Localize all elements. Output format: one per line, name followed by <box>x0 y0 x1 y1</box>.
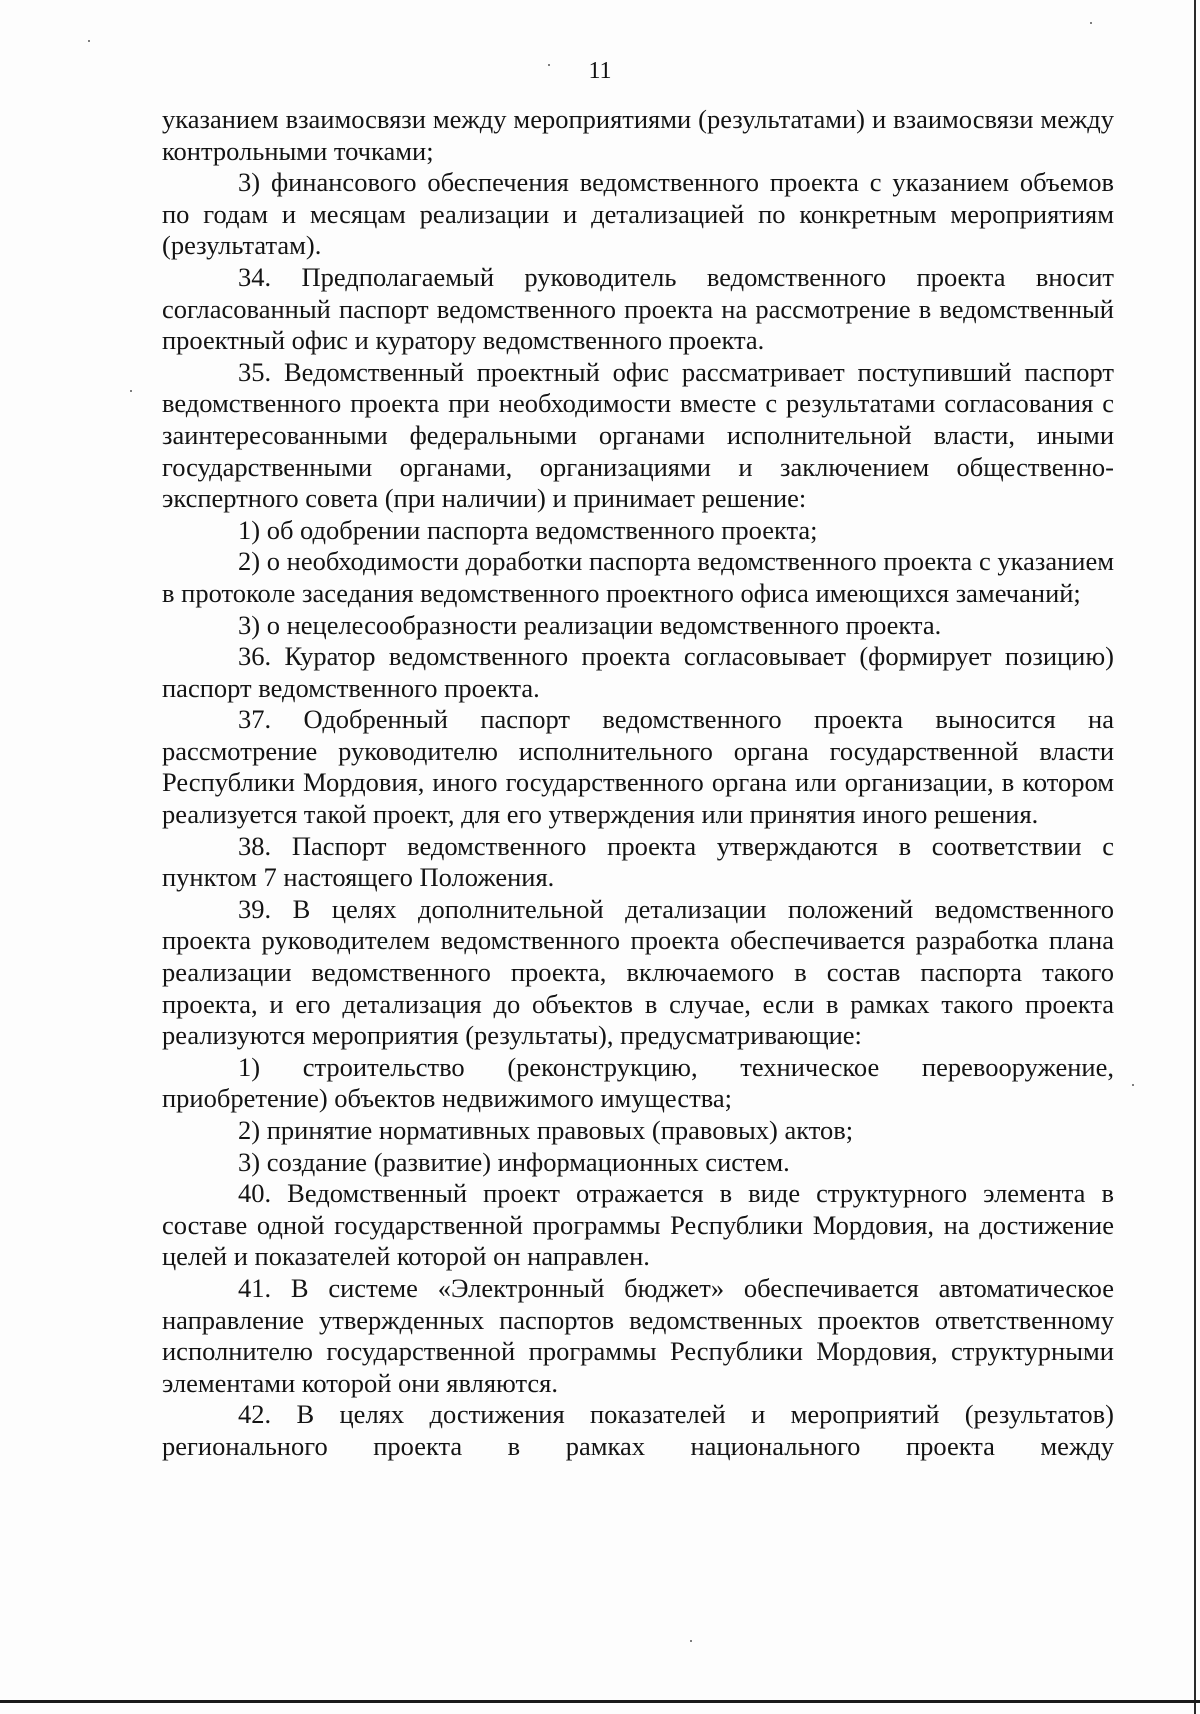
scan-speck <box>548 64 550 66</box>
list-item: 2) принятие нормативных правовых (правовых) актов; <box>238 1115 854 1145</box>
paragraph: 42. В целях достижения показателей и мероприятий (результатов) регионального проекта в рамках национального проекта между <box>162 1399 1114 1461</box>
list-item: 3) о нецелесообразности реализации ведомственного проекта. <box>238 609 942 640</box>
document-body <box>162 104 1114 1463</box>
paragraph: 3) финансового обеспечения ведомственного проекта с указанием объемов по годам и месяцам реализации и детализацией по конкретным мероприятиям (результатам). <box>162 167 1114 261</box>
paragraph: 34. Предполагаемый руководитель ведомственного проекта вносит согласованный паспорт ведомственного проекта на рассмотрение в ведомственный проектный офис и куратору ведомственного проекта. <box>162 261 1114 356</box>
scan-speck <box>1090 22 1092 24</box>
paragraph: 40. Ведомственный проект отражается в виде структурного элемента в составе одной государственной программы Республики Мордовия, на достижение целей и показателей которой он направлен. <box>162 1178 1114 1272</box>
scan-speck <box>88 40 90 42</box>
list-item: 2) о необходимости доработки паспорта ведомственного проекта с указанием в протоколе заседания ведомственного проектного офиса имеющихся замечаний; <box>162 546 1114 608</box>
paragraph: указанием взаимосвязи между мероприятиями (результатами) и взаимосвязи между контрольными точками; <box>162 104 1114 166</box>
scan-speck <box>130 390 132 392</box>
paragraph: 39. В целях дополнительной детализации положений ведомственного проекта руководителем ведомственного проекта обеспечивается разработка плана реализации ведомственного проекта, включаемого в состав паспорта такого проекта, и его детализация до объектов в случае, если в рамках такого проекта реализуются мероприятия (результаты), предусматривающие: <box>162 893 1114 1051</box>
scan-speck <box>1132 1084 1134 1086</box>
page-number: 11 <box>588 58 612 84</box>
scan-speck <box>690 1640 692 1642</box>
scan-edge-right <box>1194 0 1196 1714</box>
scan-edge-bottom <box>0 1700 1200 1703</box>
list-item: 1) строительство (реконструкцию, техническое перевооружение, приобретение) объектов недвижимого имущества; <box>162 1051 1114 1114</box>
list-item: 3) создание (развитие) информационных систем. <box>238 1146 790 1177</box>
paragraph: 38. Паспорт ведомственного проекта утверждаются в соответствии с пунктом 7 настоящего Положения. <box>162 830 1114 893</box>
paragraph: 36. Куратор ведомственного проекта согласовывает (формирует позицию) паспорт ведомственного проекта. <box>162 641 1114 703</box>
paragraph: 35. Ведомственный проектный офис рассматривает поступивший паспорт ведомственного проекта при необходимости вместе с результатами согласования с заинтересованными федеральными органами исполнительной власти, иными государственными органами, организациями и заключением общественно-экспертного совета (при наличии) и принимает решение: <box>162 356 1114 514</box>
list-item: 1) об одобрении паспорта ведомственного проекта; <box>238 514 818 545</box>
paragraph: 41. В системе «Электронный бюджет» обеспечивается автоматическое направление утвержденных паспортов ведомственных проектов ответственному исполнителю государственной программы Республики Мордовия, структурными элементами которой они являются. <box>162 1272 1114 1398</box>
paragraph: 37. Одобренный паспорт ведомственного проекта выносится на рассмотрение руководителю исполнительного органа государственной власти Республики Мордовия, иного государственного органа или организации, в котором реализуется такой проект, для его утверждения или принятия иного решения. <box>162 704 1114 830</box>
